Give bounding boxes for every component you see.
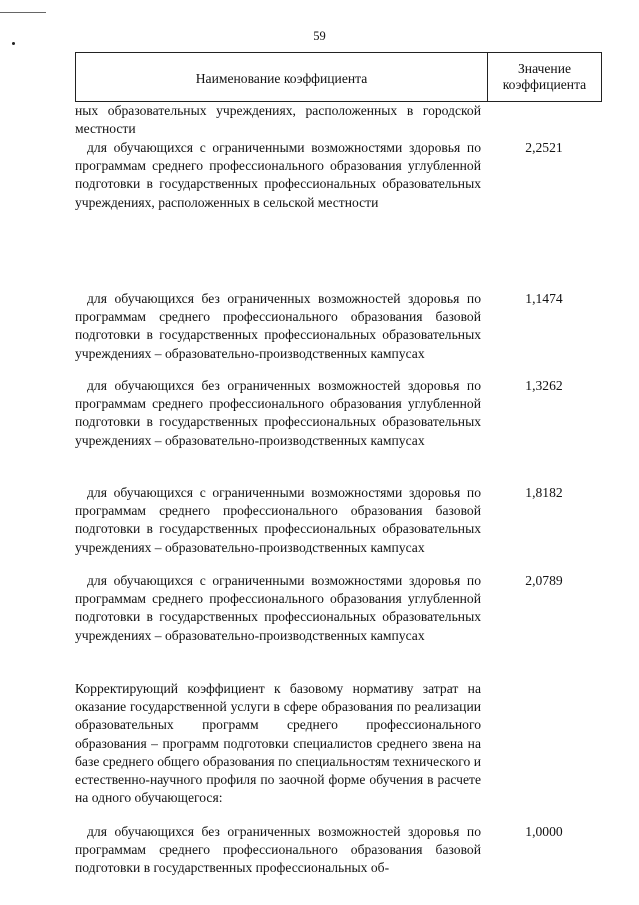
row-value: 1,1474 — [525, 291, 563, 306]
table-header — [75, 52, 602, 102]
row-name: для обучающихся с ограниченными возможностями здоровья по программам среднего профессионального образования базовой подготовки в государственных профессиональных образовательных учреждениях – образовательно-производственных кампусах — [75, 485, 481, 555]
row-value: 2,2521 — [525, 140, 563, 155]
row-value: 1,0000 — [525, 824, 563, 839]
row-name: для обучающихся без ограниченных возможностей здоровья по программам среднего профессионального образования базовой подготовки в государственных профессиональных об- — [75, 824, 481, 876]
row-name: для обучающихся без ограниченных возможностей здоровья по программам среднего профессионального образования углубленной подготовки в государственных профессиональных образовательных учреждениях – образовательно-производственных кампусах — [75, 378, 481, 448]
row-name: ных образовательных учреждениях, расположенных в городской местности — [75, 103, 481, 137]
page-number: 59 — [313, 29, 326, 43]
row-name: для обучающихся с ограниченными возможностями здоровья по программам среднего профессионального образования углубленной подготовки в государственных профессиональных образовательных учреждениях – образовательно-производственных кампусах — [75, 573, 481, 643]
coefficient-table — [75, 52, 602, 876]
header-coefficient-name: Наименование коэффициента — [195, 70, 368, 86]
row-value: 2,0789 — [525, 573, 563, 588]
row-value: 1,3262 — [525, 378, 563, 393]
row-value: 1,8182 — [525, 485, 563, 500]
header-coefficient-value: Значение коэффициента — [487, 53, 601, 101]
row-name: Корректирующий коэффициент к базовому нормативу затрат на оказание государственной услуги в сфере образования по реализации образовательных программ среднего профессионального образования – программ подготовки специалистов среднего звена на базе среднего общего образования по специальностям технического и естественно-научного профиля по заочной форме обучения в расчете на одного обучающегося: — [75, 681, 481, 806]
scan-edge-line — [0, 12, 46, 13]
row-name: для обучающихся с ограниченными возможностями здоровья по программам среднего профессионального образования углубленной подготовки в государственных профессиональных образовательных учреждениях, расположенных в сельской местности — [75, 140, 481, 210]
row-name: для обучающихся без ограниченных возможностей здоровья по программам среднего профессионального образования базовой подготовки в государственных профессиональных образовательных учреждениях – образовательно-производственных кампусах — [75, 291, 481, 361]
